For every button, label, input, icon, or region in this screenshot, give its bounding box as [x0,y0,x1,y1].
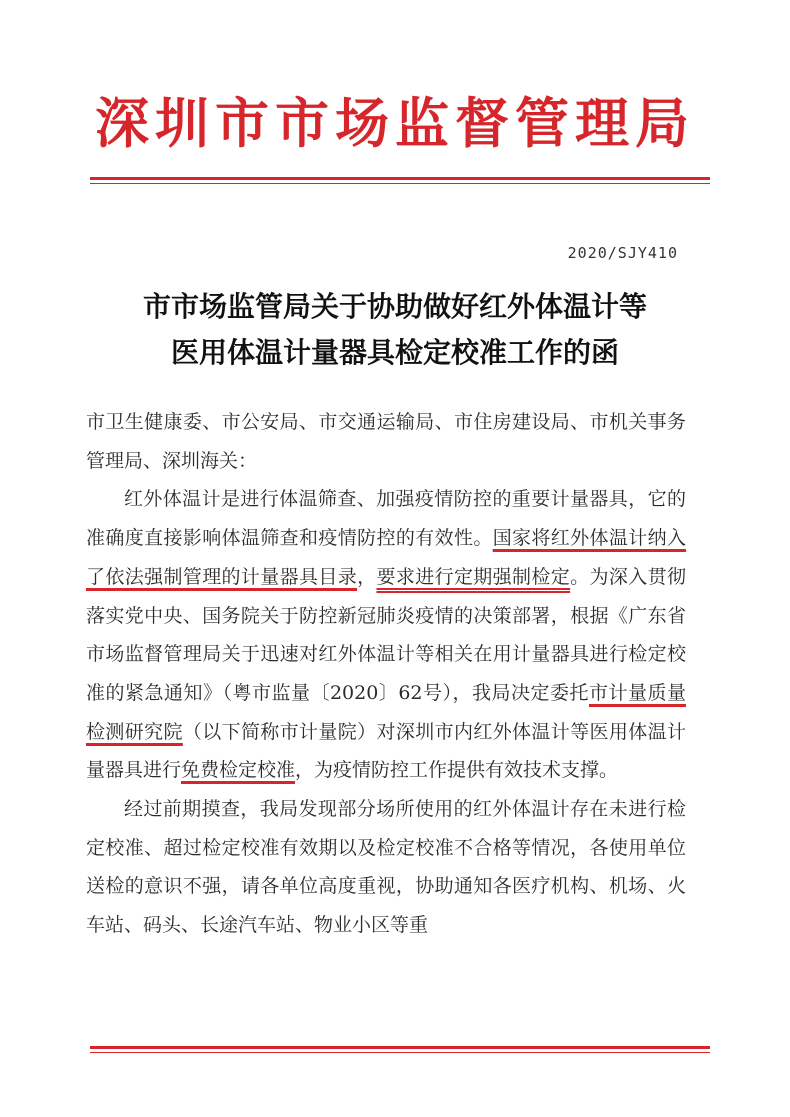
letterhead-rule-thin [90,183,710,184]
para1-text-1: 红外体温计是进行体温筛查、加强疫情防控的重要计量器具，它的准确度直接影响体温筛查和疫情防控的有效性。 [86,488,686,550]
para1-text-5: ，为疫情防控工作提供有效技术支撑。 [295,759,619,782]
title-line-2: 医用体温计量器具检定校准工作的函 [170,336,619,369]
highlight-mandatory-catalog: 国家将红外体温计纳入了依法强制管理的计量器具目录 [86,527,686,588]
document-title [90,284,700,376]
recipients-line: 市卫生健康委、市公安局、市交通运输局、市住房建设局、市机关事务管理局、深圳海关： [86,411,686,472]
para1-text-4: （以下简称市计量院）对深圳市内红外体温计等医用体温计量器具进行 [86,720,686,782]
title-line-1: 市市场监管局关于协助做好红外体温计等 [142,290,647,323]
para1-text-2: ， [357,565,377,588]
para1-text-3: 。为深入贯彻落实党中央、国务院关于防控新冠肺炎疫情的决策部署，根据《广东省市场监督管理局关于迅速对红外体温计等相关在用计量器具进行检定校准的紧急通知》（粤市监量〔2020〕62号），我局决定委托 [86,565,686,704]
highlight-metrology-institute: 市计量质量检测研究院 [86,681,686,743]
paragraph-1 [86,480,686,790]
document-number: 2020/SJY410 [567,244,678,262]
document-body [86,403,686,945]
highlight-free-calibration: 免费检定校准 [181,759,296,782]
footer-rule-thick [90,1046,710,1049]
footer-rule-thin [90,1052,710,1053]
letterhead-title: 深圳市市场监督管理局 [95,91,695,155]
letterhead-rule-thick [90,177,710,180]
highlight-periodic-verification: 要求进行定期强制检定 [376,565,571,588]
paragraph-2: 经过前期摸查，我局发现部分场所使用的红外体温计存在未进行检定校准、超过检定校准有效期以及检定校准不合格等情况，各使用单位送检的意识不强，请各单位高度重视，协助通知各医疗机构、机场、火车站、码头、长途汽车站、物业小区等重 [86,798,686,937]
